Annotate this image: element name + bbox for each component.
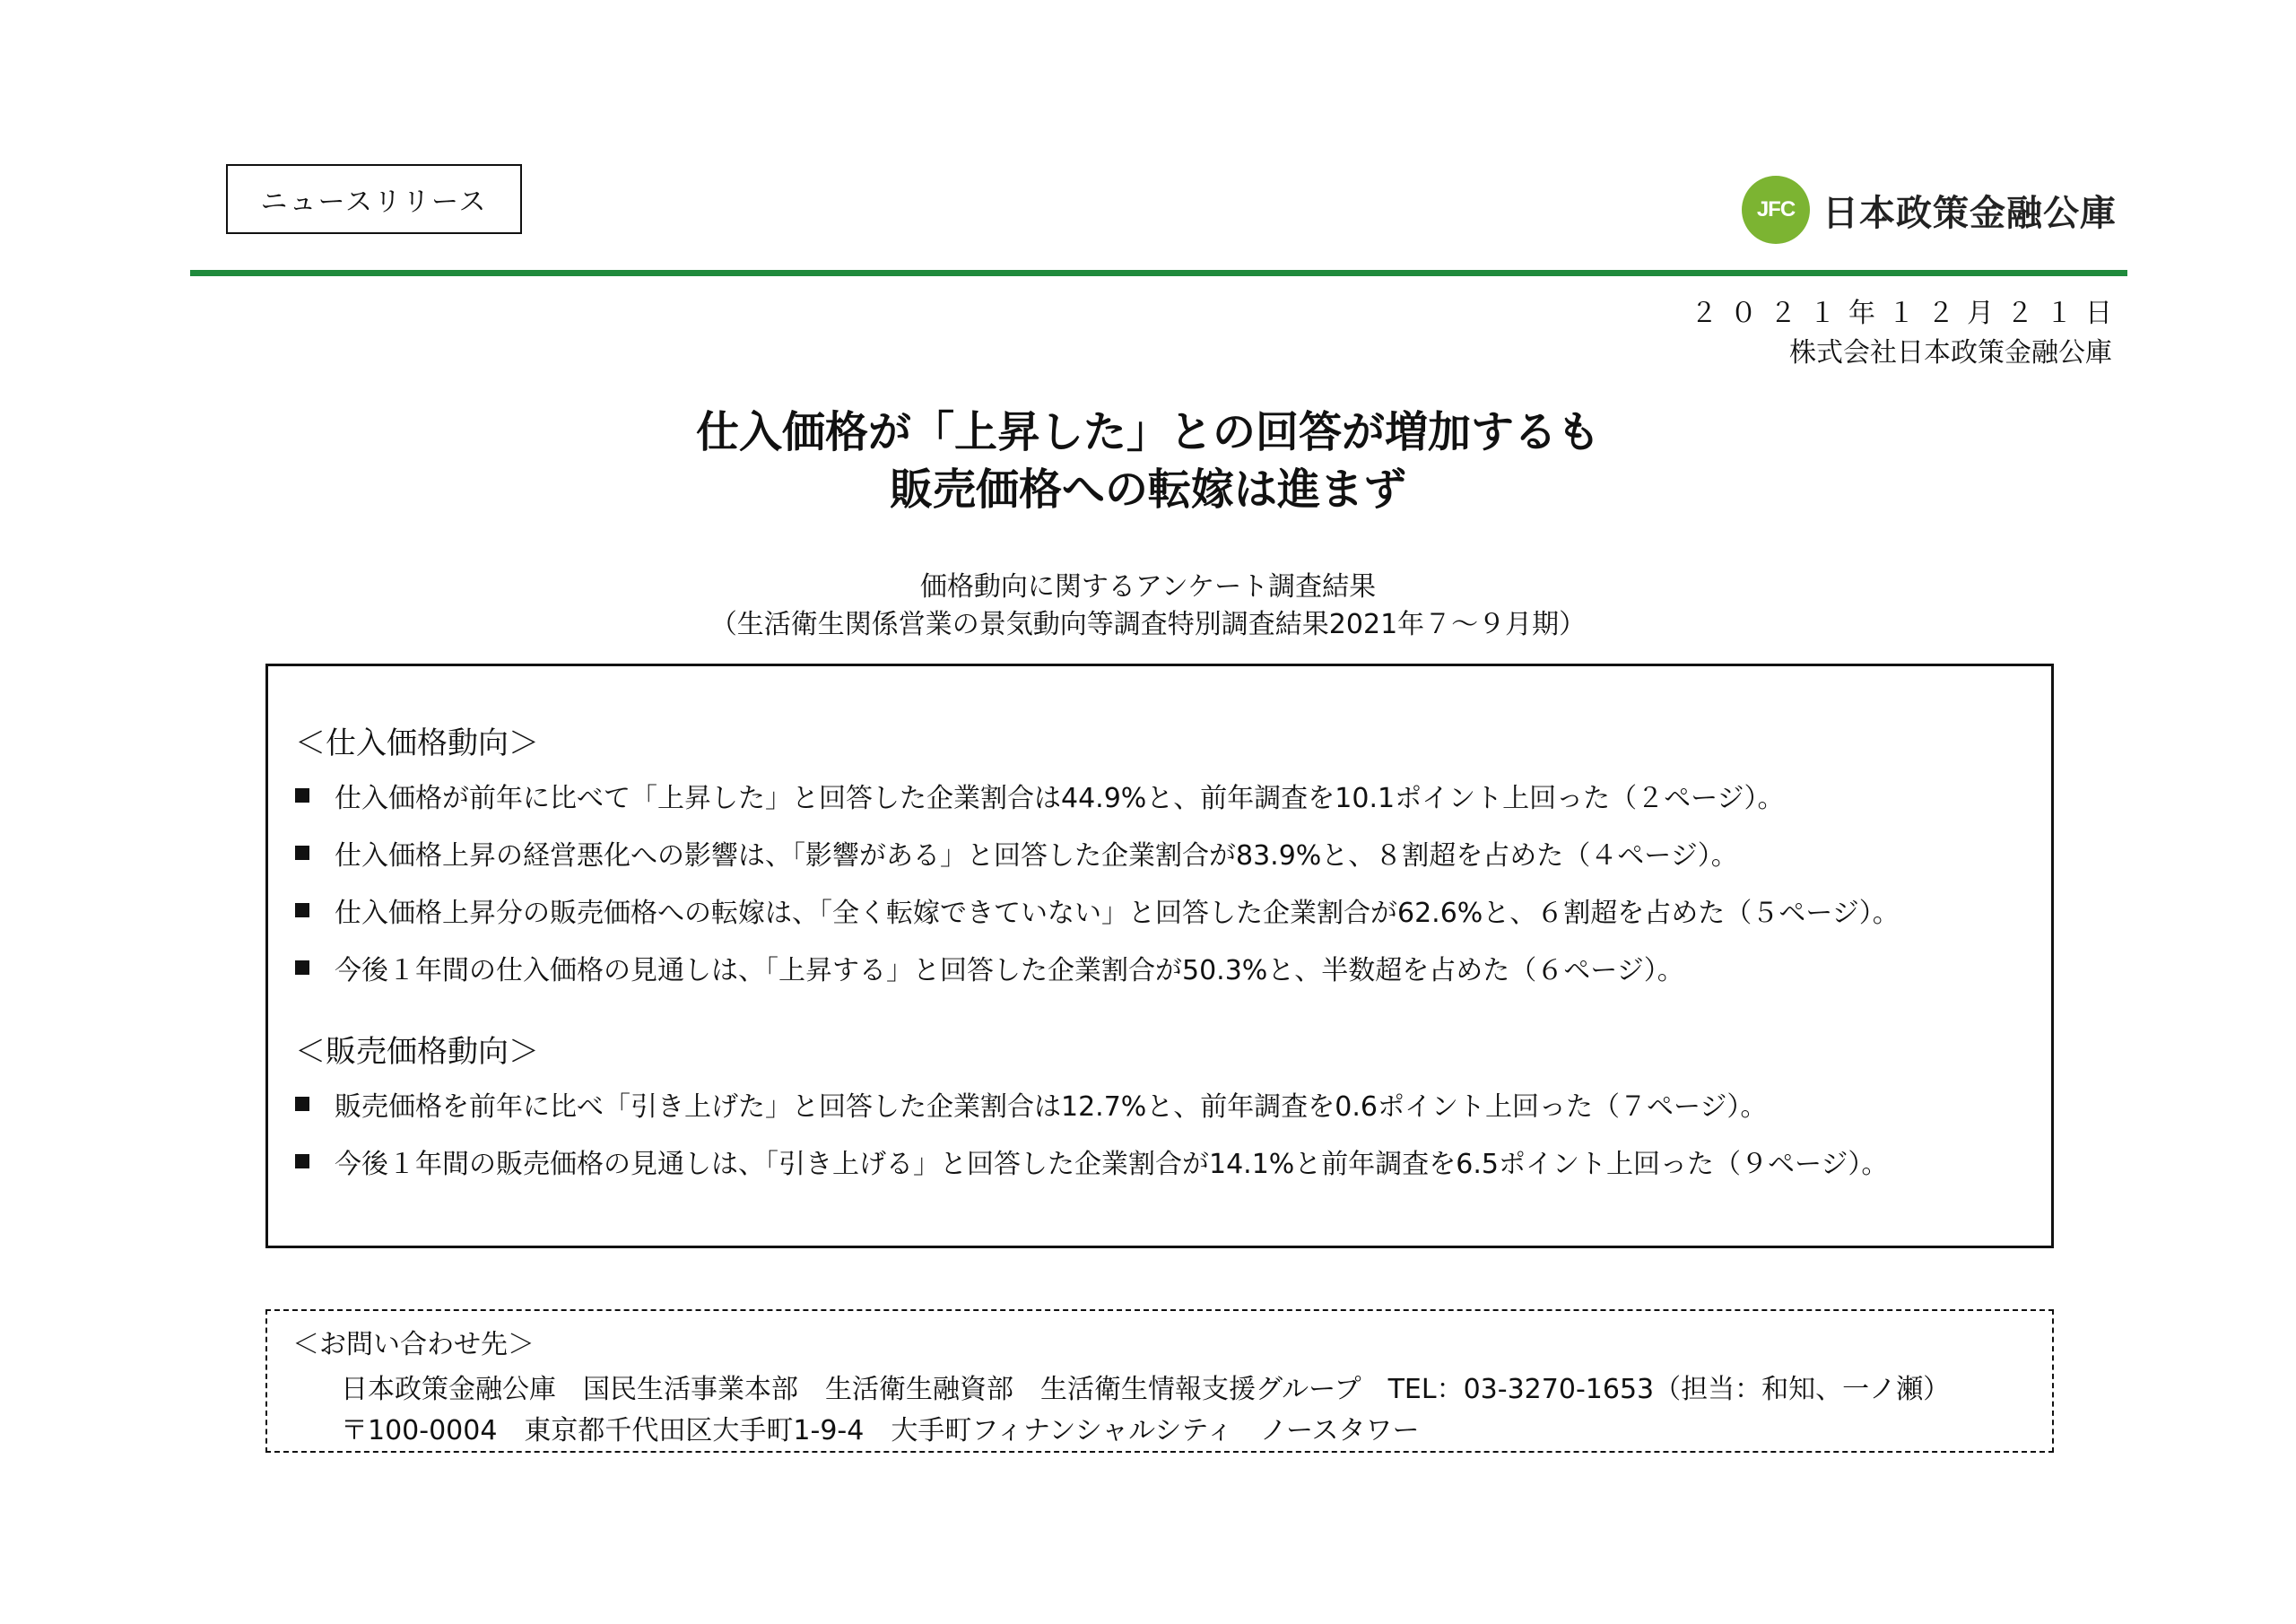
sales-price-heading: ＜販売価格動向＞ — [295, 1034, 539, 1070]
list-item — [295, 948, 1684, 987]
list-item — [295, 890, 1900, 930]
release-date: ２０２１年１２月２１日 — [1691, 298, 2125, 329]
square-bullet-icon — [295, 1097, 309, 1111]
square-bullet-icon — [295, 1154, 309, 1168]
list-item — [295, 1084, 1767, 1124]
list-item-text: 仕入価格上昇分の販売価格への転嫁は、「全く転嫁できていない」と回答した企業割合が62.6%と、６割超を占めた（５ページ）。 — [335, 898, 1900, 929]
jfc-logo-text: 日本政策金融公庫 — [1822, 192, 2117, 234]
subtitle-line-1: 価格動向に関するアンケート調査結果 — [919, 571, 1377, 603]
issuing-organization: 株式会社日本政策金融公庫 — [1789, 337, 2112, 369]
subtitle — [0, 569, 2296, 644]
jfc-logo-mark: JFC — [1742, 176, 1810, 244]
list-item-text: 今後１年間の販売価格の見通しは、「引き上げる」と回答した企業割合が14.1%と前年調査を6.5ポイント上回った（９ページ）。 — [335, 1149, 1889, 1180]
headline — [0, 404, 2296, 518]
headline-line-1: 仕入価格が「上昇した」との回答が増加するも — [695, 407, 1600, 457]
contact-department-phone: 日本政策金融公庫 国民生活事業本部 生活衛生融資部 生活衛生情報支援グループ TEL：03-3270-1653（担当：和知、一ノ瀬） — [341, 1374, 1951, 1405]
summary-box — [265, 664, 2054, 1248]
square-bullet-icon — [295, 846, 309, 860]
square-bullet-icon — [295, 903, 309, 917]
contact-address: 〒100-0004 東京都千代田区大手町1-9-4 大手町フィナンシャルシティ ノースタワー — [341, 1415, 1420, 1446]
list-item — [295, 776, 1785, 815]
list-item-text: 今後１年間の仕入価格の見通しは、「上昇する」と回答した企業割合が50.3%と、半数超を占めた（６ページ）。 — [335, 955, 1684, 986]
list-item — [295, 833, 1738, 873]
header-divider — [190, 270, 2127, 276]
jfc-logo — [1742, 176, 2117, 244]
contact-box — [265, 1309, 2054, 1453]
news-release-tag: ニュースリリース — [226, 164, 522, 234]
list-item-text: 仕入価格が前年に比べて「上昇した」と回答した企業割合は44.9%と、前年調査を10.1ポイント上回った（２ページ）。 — [335, 783, 1785, 814]
list-item — [295, 1142, 1888, 1181]
square-bullet-icon — [295, 960, 309, 975]
headline-line-2: 販売価格への転嫁は進まず — [889, 465, 1406, 515]
list-item-text: 販売価格を前年に比べ「引き上げた」と回答した企業割合は12.7%と、前年調査を0.6ポイント上回った（７ページ）。 — [335, 1091, 1768, 1123]
purchase-price-heading: ＜仕入価格動向＞ — [295, 725, 539, 761]
square-bullet-icon — [295, 788, 309, 803]
contact-heading: ＜お問い合わせ先＞ — [292, 1329, 535, 1360]
subtitle-line-2: （生活衛生関係営業の景気動向等調査特別調査結果2021年７～９月期） — [709, 609, 1587, 640]
release-meta — [1691, 294, 2125, 373]
list-item-text: 仕入価格上昇の経営悪化への影響は、「影響がある」と回答した企業割合が83.9%と、８割超を占めた（４ページ）。 — [335, 840, 1738, 872]
